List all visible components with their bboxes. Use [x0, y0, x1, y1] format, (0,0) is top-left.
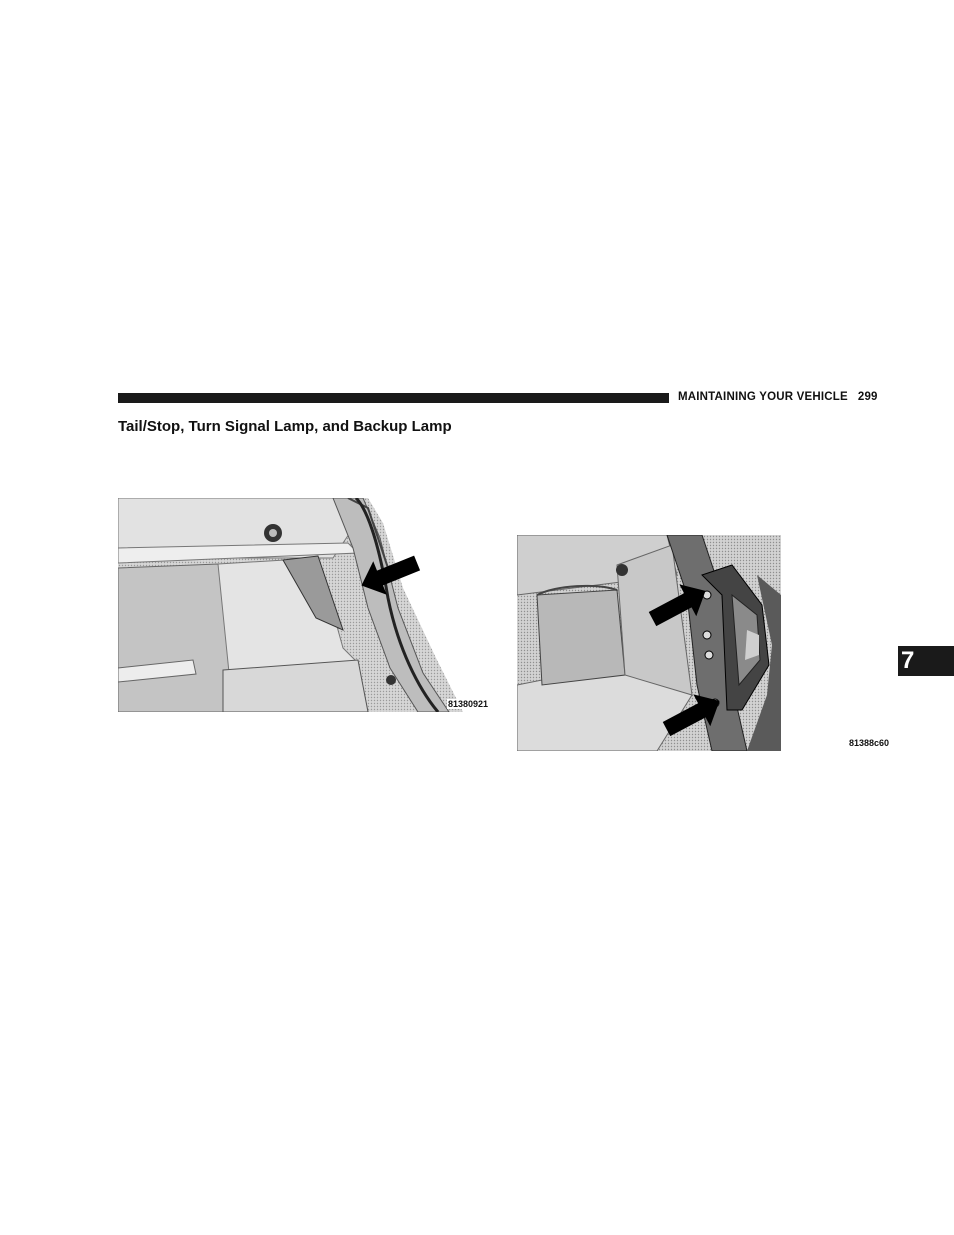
chapter-tab: 7 — [898, 646, 954, 676]
figure-cargo-trim-panel — [118, 498, 489, 712]
figure-lamp-screws — [517, 535, 781, 751]
figure-code-1: 81380921 — [448, 699, 489, 709]
running-head — [678, 391, 878, 403]
header-rule — [118, 393, 669, 403]
running-head-section: MAINTAINING YOUR VEHICLE — [678, 391, 848, 403]
figure-code-2: 81388c60 — [849, 738, 890, 748]
section-title: Tail/Stop, Turn Signal Lamp, and Backup Lamp — [118, 418, 452, 435]
page-number: 299 — [857, 391, 878, 403]
